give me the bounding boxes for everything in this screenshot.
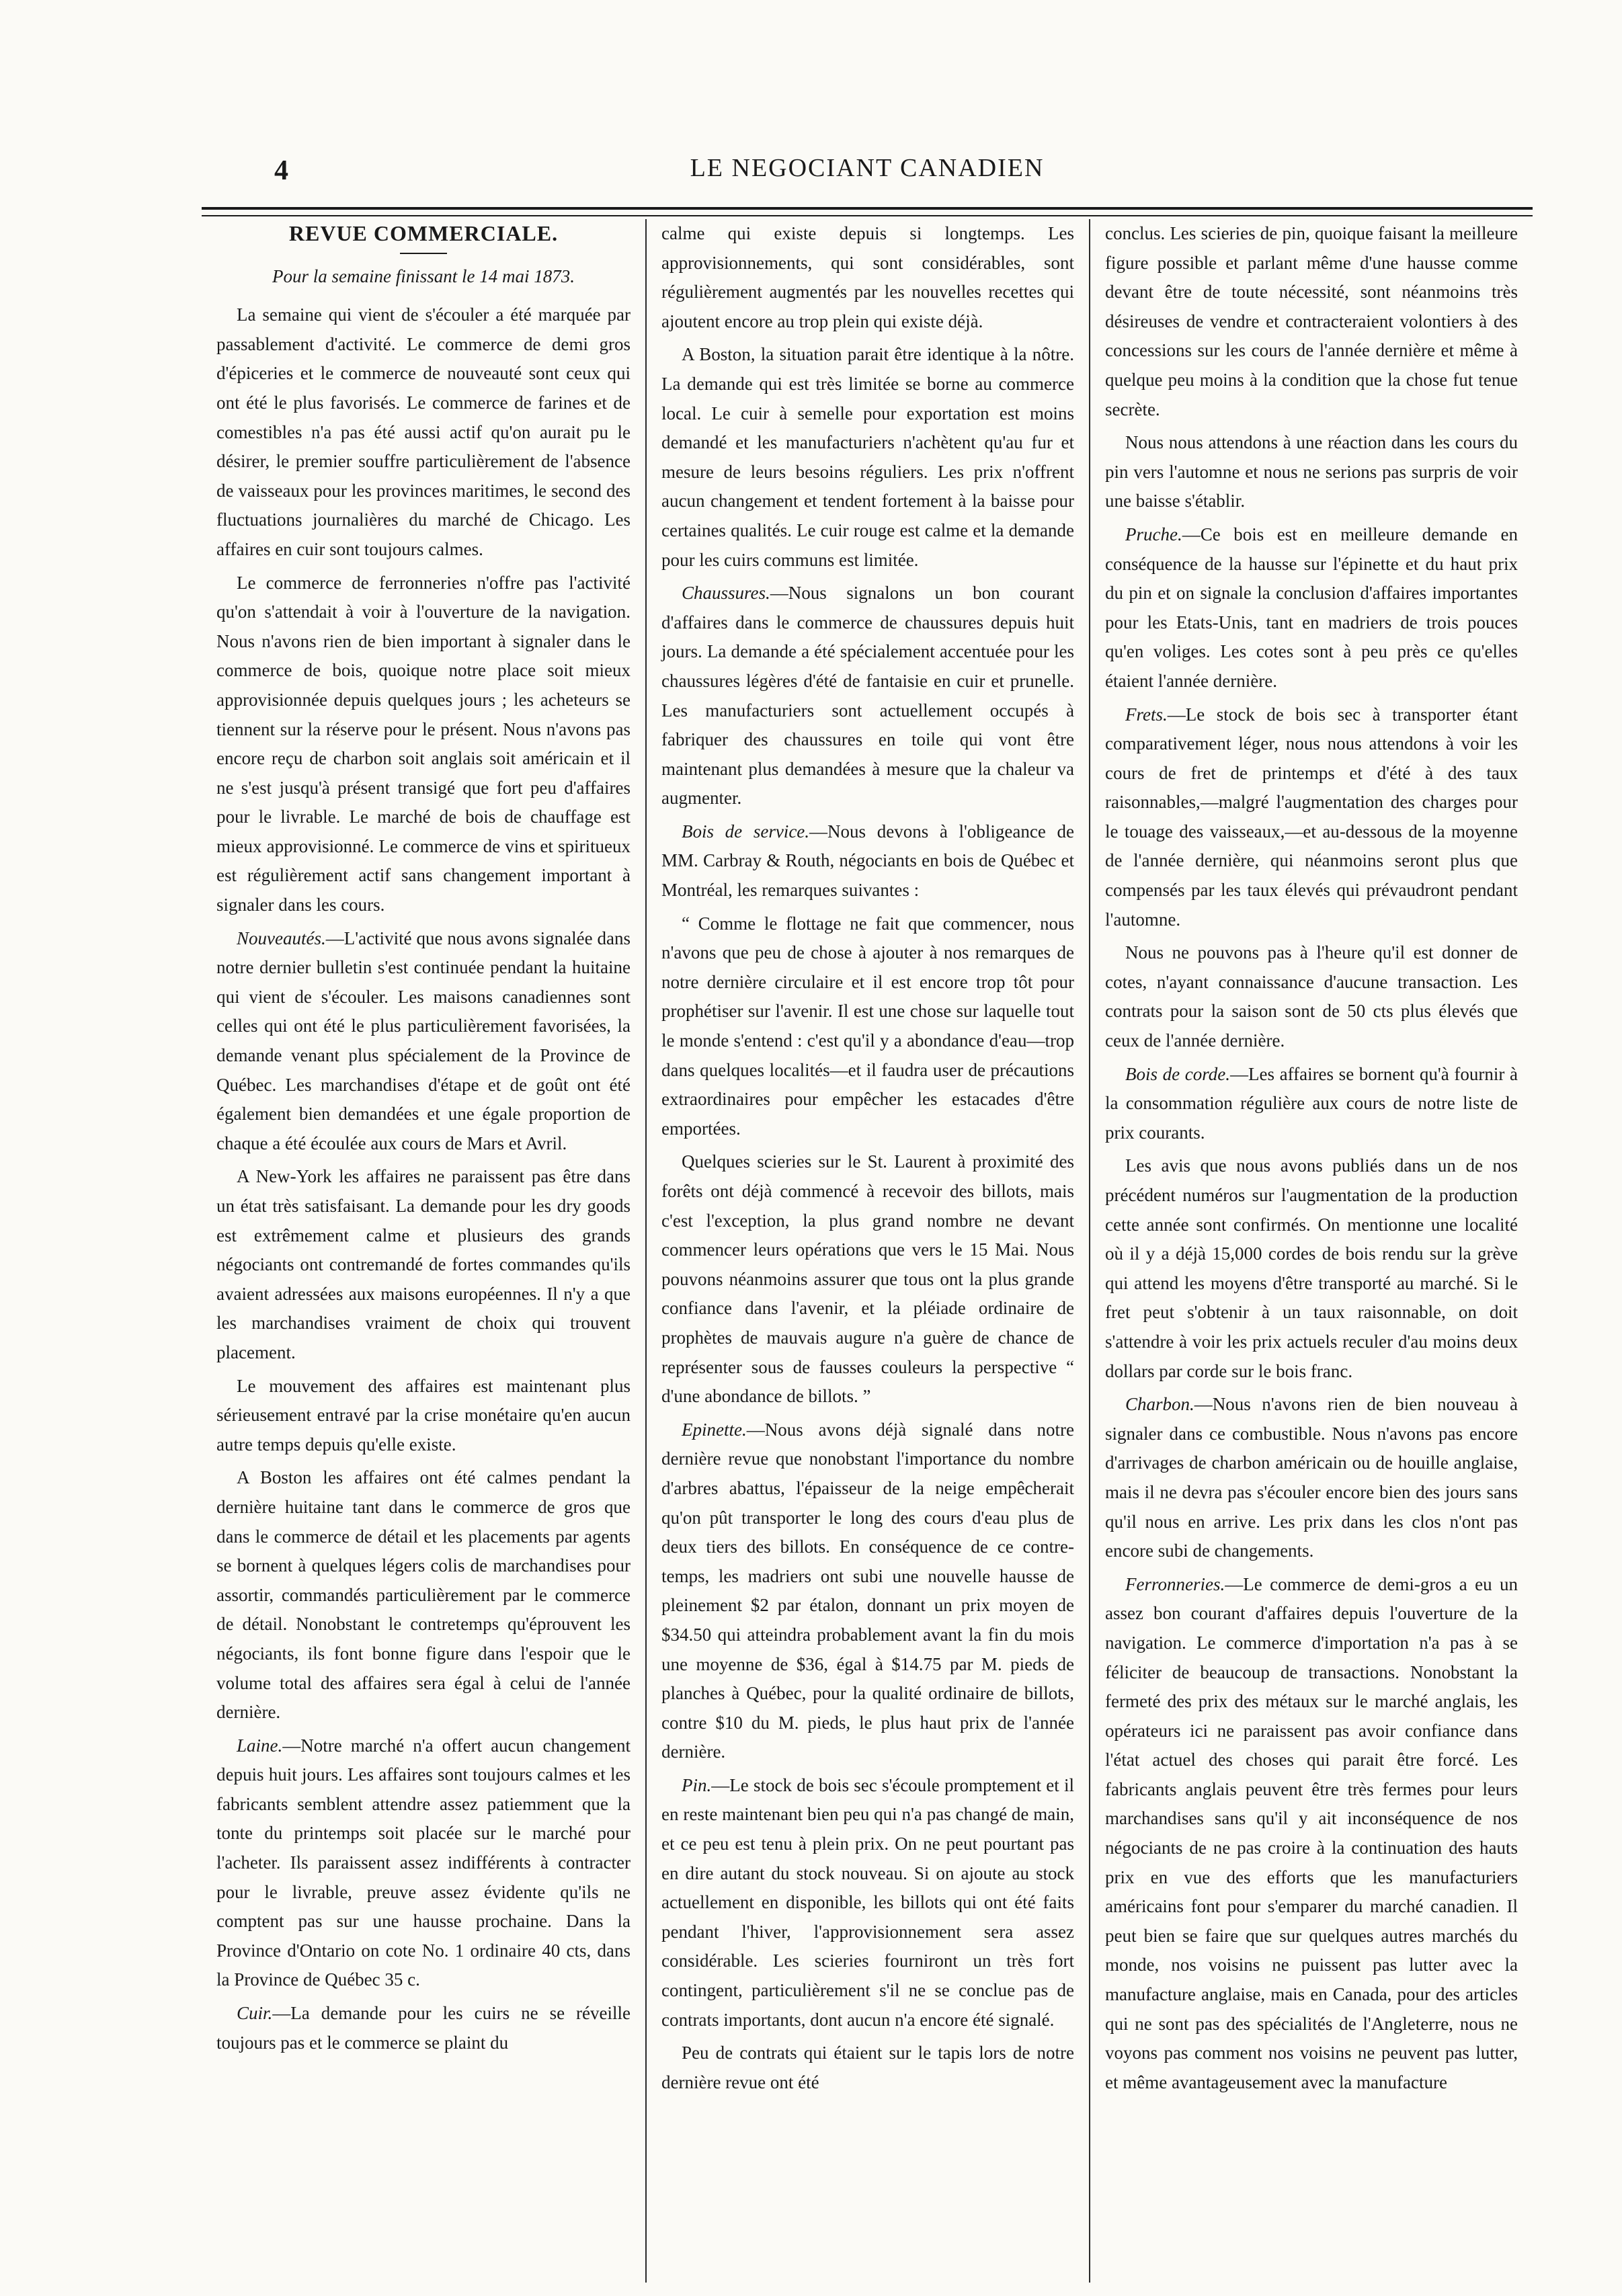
paragraph xyxy=(661,1147,1074,1411)
column-1 xyxy=(202,219,645,2283)
paragraph xyxy=(661,2039,1074,2097)
section-lead: Frets. xyxy=(1125,704,1168,725)
paragraph-text: A Boston les affaires ont été calmes pendant la dernière huitaine tant dans le commerce de gros que dans le commerce de détail et les placements par agents se bornent à quelques légers colis de marchandises pour assortir, commandés particulièrement par le commerce de détail. Nonobstant le contretemps qu'éprouvent les négociants, ils font bonne figure dans l'espoir que le volume total des affaires sera égal à celui de l'année dernière. xyxy=(216,1467,631,1723)
paragraph xyxy=(661,817,1074,905)
paragraph-text: conclus. Les scieries de pin, quoique faisant la meilleure figure possible et parlant même d'une hausse comme devant être de toute nécessité, sont néanmoins très désireuses de vendre et contracteraient volontiers à des concessions sur les cours de l'année dernière et même à quelque peu moins à la condition que la chose fut tenue secrète. xyxy=(1105,223,1518,419)
paragraph xyxy=(1105,938,1518,1055)
paragraph-text: A New-York les affaires ne paraissent pas être dans un état très satisfaisant. La demande pour les dry goods est extrêmement calme et plusieurs des grands négociants ont contremandé de fortes commandes qu'ils avaient adressées aux maisons européennes. Il n'y a que les marchandises vraiment de choix qui trouvent placement. xyxy=(216,1166,631,1362)
paragraph xyxy=(661,340,1074,575)
section-lead: Bois de service. xyxy=(682,821,810,842)
paragraph-text: Nous nous attendons à une réaction dans les cours du pin vers l'automne et nous ne serions pas surpris de voir une baisse s'établir. xyxy=(1105,432,1518,511)
paragraph-text: —Nous devons à l'obligeance de MM. Carbray & Routh, négociants en bois de Québec et Montréal, les remarques suivantes : xyxy=(661,821,1074,901)
page-header xyxy=(202,149,1533,190)
paragraph xyxy=(1105,1390,1518,1566)
column-3 xyxy=(1089,219,1533,2283)
section-lead: Laine. xyxy=(237,1735,283,1756)
paragraph xyxy=(216,1162,631,1367)
article-title: REVUE COMMERCIALE. xyxy=(288,221,559,245)
section-lead: Chaussures. xyxy=(682,583,770,604)
paragraph-text: Nous ne pouvons pas à l'heure qu'il est donner de cotes, n'ayant connaissance d'aucune transaction. Les contrats pour la saison sont de 50 cts plus élevés que ceux de l'année dernière. xyxy=(1105,942,1518,1051)
paragraph xyxy=(216,1463,631,1727)
paragraph-text: “ Comme le flottage ne fait que commencer, nous n'avons que peu de chose à ajouter à nos remarques de notre dernière circulaire et il est encore trop tôt pour prophétiser sur l'avenir. Il est une chose sur laquelle tout le monde s'entend : c'est qu'il y a abondance d'eau—trop dans quelques localités—et il faudra user de précautions extraordinaires pour empêcher les estacades d'être emportées. xyxy=(661,913,1074,1139)
paragraph-text: Peu de contrats qui étaient sur le tapis lors de notre dernière revue ont été xyxy=(661,2043,1074,2092)
paragraph-text: —L'activité que nous avons signalée dans notre dernier bulletin s'est continuée pendant la huitaine qui vient de s'écouler. Les maisons canadiennes sont celles qui ont été le plus particulièrement favorisées, la demande venant plus spécialement de la Province de Québec. Les marchandises d'étape et de goût ont été également bien demandées et une égale proportion de chaque a été écoulée aux cours de Mars et Avril. xyxy=(216,928,631,1153)
section-lead: Bois de corde. xyxy=(1125,1063,1230,1084)
paragraph xyxy=(661,1416,1074,1767)
section-lead: Charbon. xyxy=(1125,1394,1194,1415)
paragraph-text: —Les affaires se bornent qu'à fournir à la consommation régulière aux cours de notre liste de prix courants. xyxy=(1105,1063,1518,1143)
paragraph xyxy=(1105,700,1518,935)
newspaper-title: LE NEGOCIANT CANADIEN xyxy=(690,154,1045,182)
paragraph-text: —Nous n'avons rien de bien nouveau à signaler dans ce combustible. Nous n'avons pas encore d'arrivages de charbon américain ou de houille anglaise, mais il ne devra pas s'écouler encore bien des jours sans qu'il nous en arrive. Les prix dans les clos n'ont pas encore subi de changements. xyxy=(1105,1394,1518,1561)
section-lead: Epinette. xyxy=(682,1419,747,1440)
section-lead: Nouveautés. xyxy=(237,928,326,948)
paragraph xyxy=(216,569,631,920)
paragraph xyxy=(1105,219,1518,424)
paragraph xyxy=(1105,1151,1518,1386)
paragraph-text: La semaine qui vient de s'écouler a été marquée par passablement d'activité. Le commerce de demi gros d'épiceries et le commerce de nouveauté sont ceux qui ont été le plus favorisés. Le commerce de farines et de comestibles n'a pas été aussi actif qu'on aurait pu le désirer, le premier souffre particulièrement de l'absence de vaisseaux pour les provinces maritimes, le second des fluctuations journalières du marché de Chicago. Les affaires en cuir sont toujours calmes. xyxy=(216,304,631,559)
paragraph xyxy=(1105,428,1518,516)
paragraph-text: —Ce bois est en meilleure demande en conséquence de la hausse sur l'épinette et du haut prix du pin et on signale la conclusion d'affaires importantes pour les Etats-Unis, tant en madriers de trois pouces qu'en voliges. Les cotes sont à peu près ce qu'elles étaient l'année dernière. xyxy=(1105,524,1518,691)
section-lead: Pin. xyxy=(682,1774,712,1795)
paragraph-text: Les avis que nous avons publiés dans un de nos précédent numéros sur l'augmentation de la production cette année sont confirmés. On mentionne une localité où il y a déjà 15,000 cordes de bois rendu sur la grève qui attend les moyens d'être transporté au marché. Si le fret peut s'obtenir à un taux raisonnable, on doit s'attendre à voir les prix actuels reculer d'au moins deux dollars par corde sur le bois franc. xyxy=(1105,1155,1518,1381)
paragraph xyxy=(1105,1570,1518,2098)
paragraph xyxy=(216,300,631,564)
section-lead: Ferronneries. xyxy=(1125,1573,1225,1594)
paragraph-text: A Boston, la situation parait être identique à la nôtre. La demande qui est très limitée se borne au commerce local. Le cuir à semelle pour exportation est moins demandé et les manufacturiers n'achètent qu'au fur et mesure de leurs besoins réguliers. Les prix n'offrent aucun changement et tendent fortement à la baisse pour certaines qualités. Le cuir rouge est calme et la demande pour les cuirs communs est limitée. xyxy=(661,344,1074,570)
page-number: 4 xyxy=(274,155,288,186)
article-dateline: Pour la semaine finissant le 14 mai 1873. xyxy=(272,265,575,286)
paragraph xyxy=(1105,520,1518,696)
paragraph xyxy=(216,1731,631,1995)
paragraph xyxy=(661,1771,1074,2035)
paragraph-text: Le mouvement des affaires est maintenant plus sérieusement entravé par la crise monétaire qu'en aucun autre temps depuis qu'elle existe. xyxy=(216,1375,631,1454)
paragraph xyxy=(661,579,1074,813)
paragraph-text: —Nous signalons un bon courant d'affaires dans le commerce de chaussures depuis huit jours. La demande a été spécialement accentuée pour les chaussures légères d'été de fantaisie en cuir et prunelle. Les manufacturiers sont actuellement occupés à fabriquer des chaussures en toile qui vont être maintenant plus demandées à mesure que la chaleur va augmenter. xyxy=(661,583,1074,809)
section-lead: Cuir. xyxy=(237,2003,273,2024)
paragraph xyxy=(661,219,1074,336)
paragraph-text: calme qui existe depuis si longtemps. Les approvisionnements, qui sont considérables, sont régulièrement augmentés par les nouvelles recettes qui ajoutent encore au trop plein qui existe déjà. xyxy=(661,223,1074,331)
title-divider xyxy=(400,253,447,254)
paragraph-text: —Le commerce de demi-gros a eu un assez bon courant d'affaires depuis l'ouverture de la navigation. Le commerce d'importation n'a pas à se féliciter de beaucoup de transactions. Nonobstant la fermeté des prix des métaux sur le marché anglais, les opérateurs ici ne paraissent pas avoir confiance dans l'état actuel des choses qui parait être forcé. Les fabricants anglais peuvent être très fermes pour leurs marchandises sans qu'il y ait inconséquence de nos négociants de ne pas croire à la continuation des hauts prix en vue des efforts que les manufacturiers américains font pour s'emparer du marché canadien. Il peut bien se faire que sur quelques autres marchés du monde, nos voisins ne puissent pas lutter avec la manufacture anglaise, mais en Canada, pour des articles qui ne sont pas des spécialités de l'Angleterre, nous ne voyons pas comment nos voisins ne peuvent pas lutter, et même avantageusement avec la manufacture xyxy=(1105,1573,1518,2092)
text-columns xyxy=(202,219,1533,2283)
column-2 xyxy=(645,219,1089,2283)
paragraph xyxy=(216,1999,631,2057)
paragraph-text: —Nous avons déjà signalé dans notre dernière revue que nonobstant l'importance du nombre d'arbres abattus, l'épaisseur de la neige empêcherait qu'on pût transporter le long des cours d'eau plus de deux tiers des billots. En conséquence de ce contre-temps, les madriers ont subi une nouvelle hausse de pleinement $2 par étalon, donnant un prix moyen de $34.50 qui atteindra probablement avant la fin du mois une moyenne de $36, égal à $14.75 par M. pieds de planches à Québec, pour la qualité ordinaire de billots, contre $10 du M. pieds, le plus haut prix de l'année dernière. xyxy=(661,1419,1074,1762)
paragraph-text: —La demande pour les cuirs ne se réveille toujours pas et le commerce se plaint du xyxy=(216,2003,631,2053)
paragraph xyxy=(216,1372,631,1460)
paragraph-text: Le commerce de ferronneries n'offre pas l'activité qu'on s'attendait à voir à l'ouverture de la navigation. Nous n'avons rien de bien important à signaler dans le commerce de bois, quoique notre place soit mieux approvisionnée depuis quelques jours ; les acheteurs se tiennent sur la réserve pour le présent. Nous n'avons pas encore reçu de charbon soit anglais soit américain et il ne s'est jusqu'à présent transigé que fort peu d'affaires pour le livrable. Le marché de bois de chauffage est mieux approvisionné. Le commerce de vins et spiritueux est régulièrement actif sans changement important à signaler dans les cours. xyxy=(216,572,631,915)
paragraph xyxy=(216,924,631,1159)
header-rule xyxy=(202,207,1533,216)
paragraph-text: —Le stock de bois sec à transporter étant comparativement léger, nous nous attendons à voir les cours de fret de printemps et d'été à des taux raisonnables,—malgré l'augmentation des charges pour le touage des vaisseaux,—et au-dessous de la moyenne de l'année dernière, qui néanmoins seront plus que compensés par les taux élevés qui prévaudront pendant l'automne. xyxy=(1105,704,1518,930)
section-lead: Pruche. xyxy=(1125,524,1182,544)
paragraph xyxy=(661,909,1074,1144)
paragraph-text: Quelques scieries sur le St. Laurent à proximité des forêts ont déjà commencé à recevoir des billots, mais c'est l'exception, la plus grand nombre ne devant commencer leurs opérations que vers le 15 Mai. Nous pouvons néanmoins assurer que tous ont la plus grande confiance dans l'avenir, et la pléiade ordinaire de prophètes de mauvais augure n'a guère de chance de représenter sous de fausses couleurs la perspective “ d'une abondance de billots. ” xyxy=(661,1151,1074,1407)
paragraph xyxy=(1105,1060,1518,1148)
paragraph-text: —Notre marché n'a offert aucun changement depuis huit jours. Les affaires sont toujours calmes et les fabricants semblent attendre assez patiemment que la tonte du printemps soit placée sur le marché pour l'acheter. Ils paraissent assez indifférents à contracter pour le livrable, preuve assez évidente qu'ils ne comptent pas sur une hausse prochaine. Dans la Province d'Ontario on cote No. 1 ordinaire 40 cts, dans la Province de Québec 35 c. xyxy=(216,1735,631,1990)
paragraph-text: —Le stock de bois sec s'écoule promptement et il en reste maintenant bien peu qui n'a pas changé de main, et ce peu est tenu à plein prix. On ne peut pourtant pas en dire autant du stock nouveau. Si on ajoute au stock actuellement en disponible, les billots qui ont été faits pendant l'hiver, l'approvisionnement sera assez considérable. Les scieries fourniront un très fort contingent, particulièrement s'il ne se conclue pas de contrats importants, dont aucun n'a encore été signalé. xyxy=(661,1774,1074,2030)
